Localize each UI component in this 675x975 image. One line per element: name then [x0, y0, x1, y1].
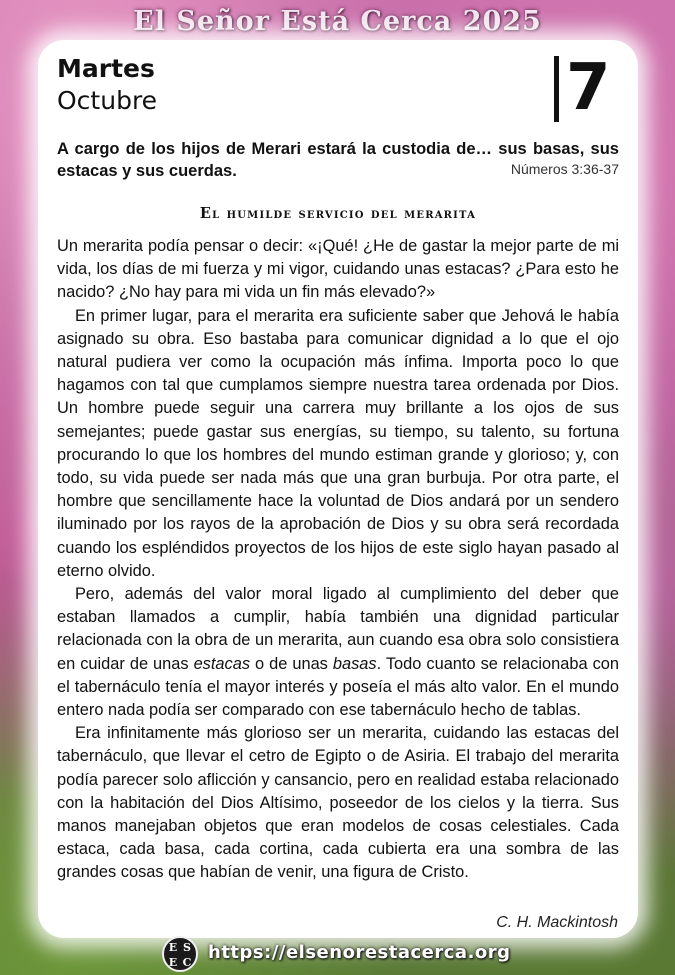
article-title: El humilde servicio del merarita: [199, 205, 477, 222]
date-divider: [554, 56, 559, 122]
month-label: Octubre: [57, 86, 158, 115]
logo-letter-3: E: [168, 956, 178, 969]
article-body: [57, 235, 619, 885]
article-author: C. H. Mackintosh: [496, 914, 618, 931]
paragraph-2: En primer lugar, para el merarita era suficiente saber que Jehová le había asignado su obra. Eso bastaba para comunicar dignidad a lo que el ojo natural pudiera ver como la ocupación más ínfima. Importa poco lo que hagamos con tal que cumplamos siempre nuestra tarea ordenada por Dios. Un hombre puede seguir una carrera muy brillante a los ojos de sus semejantes; puede gastar sus energías, su tiempo, su talento, su fortuna procurando lo que los hombres del mundo estiman grande y glorioso; y, con todo, su vida puede ser nada más que una gran burbuja. Por otra parte, el hombre que sencillamente hace la voluntad de Dios andará por un sendero iluminado por los rayos de la aprobación de Dios y su obra será recordada cuando los espléndidos proyectos de los hijos de este siglo hayan pasado al eterno olvido.: [57, 306, 619, 580]
website-link[interactable]: https://elsenorestacerca.org: [208, 942, 511, 963]
emphasis-estacas: estacas: [193, 654, 251, 673]
emphasis-basas: basas: [332, 654, 377, 673]
paragraph-3-part-a: Pero, además del valor moral ligado al cumplimiento del deber que estaban llamados a cumplir, había también una dignidad particular relacionada con la obra de un merarita, aun cuando esa obra solo consistiera en cuidar de unas: [57, 585, 619, 673]
paragraph-1: Un merarita podía pensar o decir: «¡Qué! ¿He de gastar la mejor parte de mi vida, los días de mi fuerza y mi vigor, cuidando unas estacas? ¿Para esto he nacido? ¿No hay para mi vida un fin más elevado?»: [57, 237, 619, 302]
day-number: 7: [566, 51, 611, 125]
verse-text: A cargo de los hijos de Merari estará la custodia de… sus basas, sus estacas y sus cuerdas.: [57, 140, 619, 180]
paragraph-4: Era infinitamente más glorioso ser un merarita, cuidando las estacas del tabernáculo, que llevar el cetro de Egipto o de Asiria. El trabajo del merarita podía parecer solo aflicción y cansancio, pero en realidad estaba relacionado con la habitación del Dios Altísimo, poseedor de los cielos y la tierra. Sus manos manejaban objetos que eran modelos de cosas celestiales. Cada estaca, cada basa, cada cortina, cada cubierta era una sombra de las grandes cosas que habían de venir, una figura de Cristo.: [57, 724, 619, 882]
logo-letter-1: E: [168, 941, 178, 954]
paragraph-3-part-b: o de unas: [250, 654, 333, 673]
page-header-title: El Señor Está Cerca 2025: [133, 6, 542, 37]
logo-letter-2: S: [183, 941, 191, 954]
logo-letter-4: C: [182, 956, 192, 969]
verse-reference: Números 3:36-37: [510, 161, 619, 177]
site-logo: [162, 936, 198, 972]
paragraph-3-part-c: . Todo cuanto se relacionaba con el tabernáculo tenía el mayor interés y poseía el más alto valor. En el mundo entero nada podía ser comparado con ese tabernáculo hecho de tablas.: [57, 654, 620, 720]
paragraph-3: [57, 583, 619, 722]
weekday-label: Martes: [57, 54, 155, 83]
